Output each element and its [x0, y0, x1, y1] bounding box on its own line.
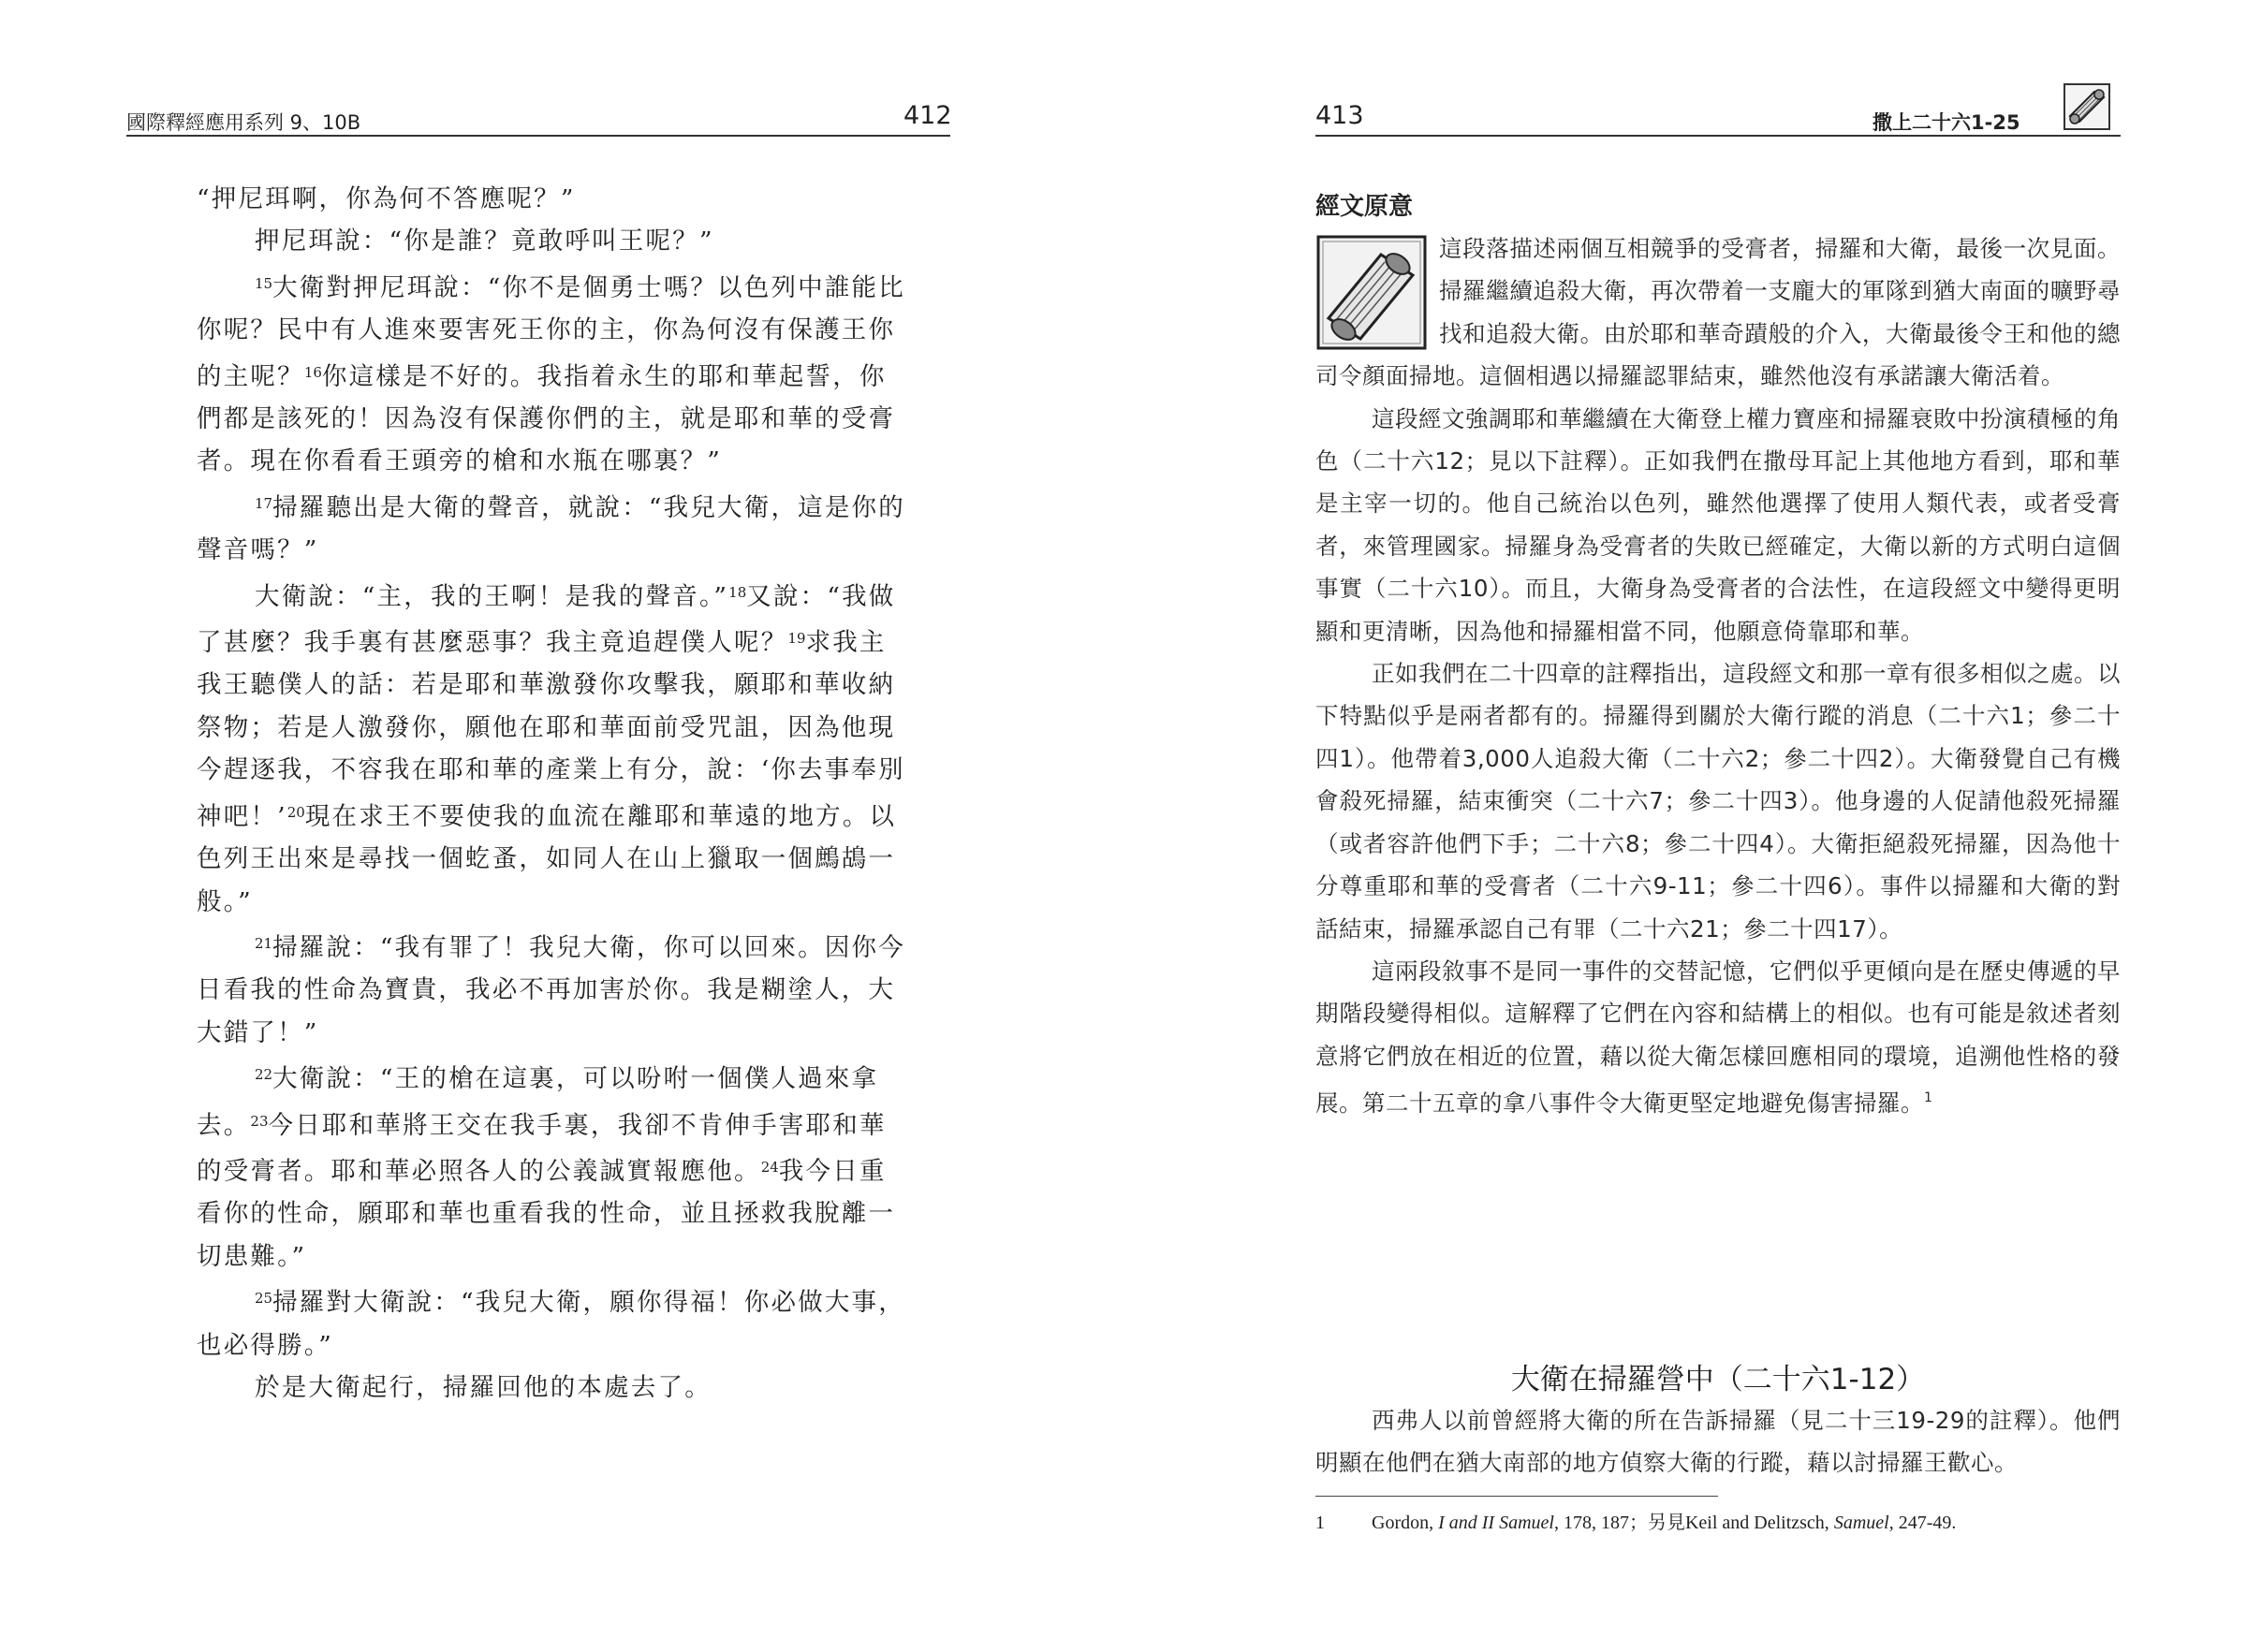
section-title: 經文原意 [1315, 193, 1414, 221]
scripture-paragraph [197, 263, 908, 483]
verse-number: 23 [250, 1112, 269, 1130]
scripture-paragraph [197, 572, 908, 923]
verse-text: 今日耶和華將王交在我手裏，我卻不肯伸手害耶和華的受膏者。耶和華必照各人的公義誠實報應他。 [197, 1110, 887, 1186]
scripture-paragraph [197, 923, 908, 1054]
verse-number: 25 [255, 1290, 273, 1308]
verse-text: 現在求王不要使我的血流在離耶和華遠的地方。以色列王出來是尋找一個虼蚤，如同人在山上獵取一個鷓鴣一般。” [197, 801, 897, 916]
verse-number: 21 [255, 934, 273, 952]
verse-text: 大衛說：“王的槍在這裏，可以吩咐一個僕人過來拿去。 [197, 1064, 879, 1140]
page-number-left: 412 [903, 101, 952, 130]
verse-number: 18 [728, 583, 747, 601]
subheading: 大衛在掃羅營中（二十六1-12） [1510, 1363, 1926, 1396]
verse-text: 我今日重看你的性命，願耶和華也重看我的性命，並且拯救我脫離一切患難。” [197, 1156, 896, 1271]
verse-number: 19 [787, 630, 806, 648]
commentary-text [1315, 227, 2121, 1125]
footnote-end: , 247-49. [1888, 1513, 1957, 1533]
commentary-text-run: 正如我們在二十四章的註釋指出，這段經文和那一章有很多相似之處。以下特點似乎是兩者都有的。掃羅得到關於大衛行蹤的消息（二十六1；參二十四1）。他帶着3,000人追殺大衛（二十六2；參二十四2）。大衛發覺自己有機會殺死掃羅，結束衝突（二十六7；參二十四3）。他身邊的人促請他殺死掃羅（或者容許他們下手；二十六8；參二十四4）。大衛拒絕殺死掃羅，因為他十分尊重耶和華的受膏者（二十六9-11；參二十四6）。事件以掃羅和大衛的對話結束，掃羅承認自己有罪（二十六21；參二十四17）。 [1315, 660, 2121, 943]
icon-spacer [1315, 227, 1439, 349]
footnote-author: Gordon, [1372, 1513, 1439, 1533]
right-page [1124, 0, 2247, 1652]
verse-text: 求我主我王聽僕人的話：若是耶和華激發你攻擊我，願耶和華收納祭物；若是人激發你，願他在耶和華面前受咒詛，因為他現今趕逐我，不容我在耶和華的產業上有分，說：‘你去事奉別神吧！’ [197, 628, 905, 831]
running-head: 撒上二十六1-25 [1872, 111, 2020, 134]
verse-text: 你這樣是不好的。我指着永生的耶和華起誓，你們都是該死的！因為沒有保護你們的主，就是耶和華的受膏者。現在你看看王頭旁的槍和水瓶在哪裏？” [197, 361, 896, 476]
verse-text: 掃羅說：“我有罪了！我兒大衛，你可以回來。因你今日看我的性命為寶貴，我必不再加害於你。我是糊塗人，大大錯了！” [197, 932, 905, 1047]
footnote-rule [1315, 1496, 1718, 1497]
verse-text: 押尼珥說：“你是誰？竟敢呼叫王呢？” [255, 227, 714, 256]
verse-number: 20 [286, 803, 305, 821]
commentary-text-run: 這段經文強調耶和華繼續在大衛登上權力寶座和掃羅衰敗中扮演積極的角色（二十六12；見以下註釋）。正如我們在撒母耳記上其他地方看到，耶和華是主宰一切的。他自己統治以色列，雖然他選擇了使用人類代表，或者受膏者，來管理國家。掃羅身為受膏者的失敗已經確定，大衛以新的方式明白這個事實（二十六10）。而且，大衛身為受膏者的合法性，在這段經文中變得更明顯和更清晰，因為他和掃羅相當不同，他願意倚靠耶和華。 [1315, 404, 2121, 645]
commentary-paragraph [1315, 950, 2121, 1125]
verse-number: 16 [303, 363, 322, 381]
commentary-text-run: 這兩段敘事不是同一事件的交替記憶，它們似乎更傾向是在歷史傳遞的早期階段變得相似。這解釋了它們在內容和結構上的相似。也有可能是敘述者刻意將它們放在相近的位置，藉以從大衛怎樣回應相同的環境，追溯他性格的發展。第二十五章的拿八事件令大衛更堅定地避免傷害掃羅。 [1315, 957, 2121, 1118]
scripture-paragraph [197, 1278, 908, 1367]
commentary-paragraph [1315, 227, 2121, 398]
commentary-paragraph [1315, 398, 2121, 652]
verse-number: 22 [255, 1066, 273, 1084]
verse-text: 大衛對押尼珥說：“你不是個勇士嗎？以色列中誰能比你呢？民中有人進來要害死王你的主，你為何沒有保護王你的主呢？ [197, 272, 905, 391]
commentary-paragraph [1315, 652, 2121, 950]
footnote [1315, 1507, 2121, 1534]
commentary-text-run: 這段落描述兩個互相競爭的受膏者，掃羅和大衛，最後一次見面。掃羅繼續追殺大衛，再次帶着一支龐大的軍隊到猶大南面的曠野尋找和追殺大衛。由於耶和華奇蹟般的介入，大衛最後令王和他的總司令顏面掃地。這個相遇以掃羅認罪結束，雖然他沒有承諾讓大衛活着。 [1315, 235, 2121, 390]
paragraph: 西弗人以前曾經將大衛的所在告訴掃羅（見二十三19-29的註釋）。他們明顯在他們在猶大南部的地方偵察大衛的行蹤，藉以討掃羅王歡心。 [1315, 1407, 2121, 1477]
verse-text: 掃羅聽出是大衛的聲音，就說：“我兒大衛，這是你的聲音嗎？” [197, 492, 905, 565]
page-number-right: 413 [1315, 101, 1364, 130]
verse-text: 大衛說：“主，我的王啊！是我的聲音。” [255, 581, 729, 611]
scripture-text [197, 178, 908, 1409]
header-rule-left [126, 135, 950, 137]
scripture-paragraph [197, 483, 908, 572]
scripture-paragraph [197, 1367, 908, 1409]
verse-text: “押尼珥啊，你為何不答應呢？” [197, 184, 576, 213]
series-title: 國際釋經應用系列 9、10B [126, 111, 361, 134]
scripture-paragraph [197, 178, 908, 220]
verse-text: 掃羅對大衛說：“我兒大衛，願你得福！你必做大事，也必得勝。” [197, 1288, 905, 1360]
footnote-number: 1 [1315, 1513, 1325, 1533]
verse-number: 15 [255, 274, 273, 292]
sub-paragraph [1315, 1399, 2121, 1484]
footnote-marker: 1 [1924, 1090, 1933, 1106]
scroll-icon [2063, 82, 2111, 131]
verse-number: 24 [760, 1158, 779, 1176]
footnote-title: I and II Samuel [1438, 1513, 1554, 1533]
footnote-mid: , 178, 187；另見Keil and Delitzsch, [1553, 1513, 1834, 1533]
footnote-title: Samuel [1833, 1513, 1889, 1533]
scripture-paragraph [197, 1054, 908, 1278]
verse-text: 於是大衛起行，掃羅回他的本處去了。 [255, 1372, 712, 1402]
verse-number: 17 [255, 494, 273, 512]
header-rule-right [1315, 135, 2121, 137]
scripture-paragraph [197, 220, 908, 262]
verse-text: 又說：“我做了甚麼？我手裏有甚麼惡事？我主竟追趕僕人呢？ [197, 581, 896, 658]
